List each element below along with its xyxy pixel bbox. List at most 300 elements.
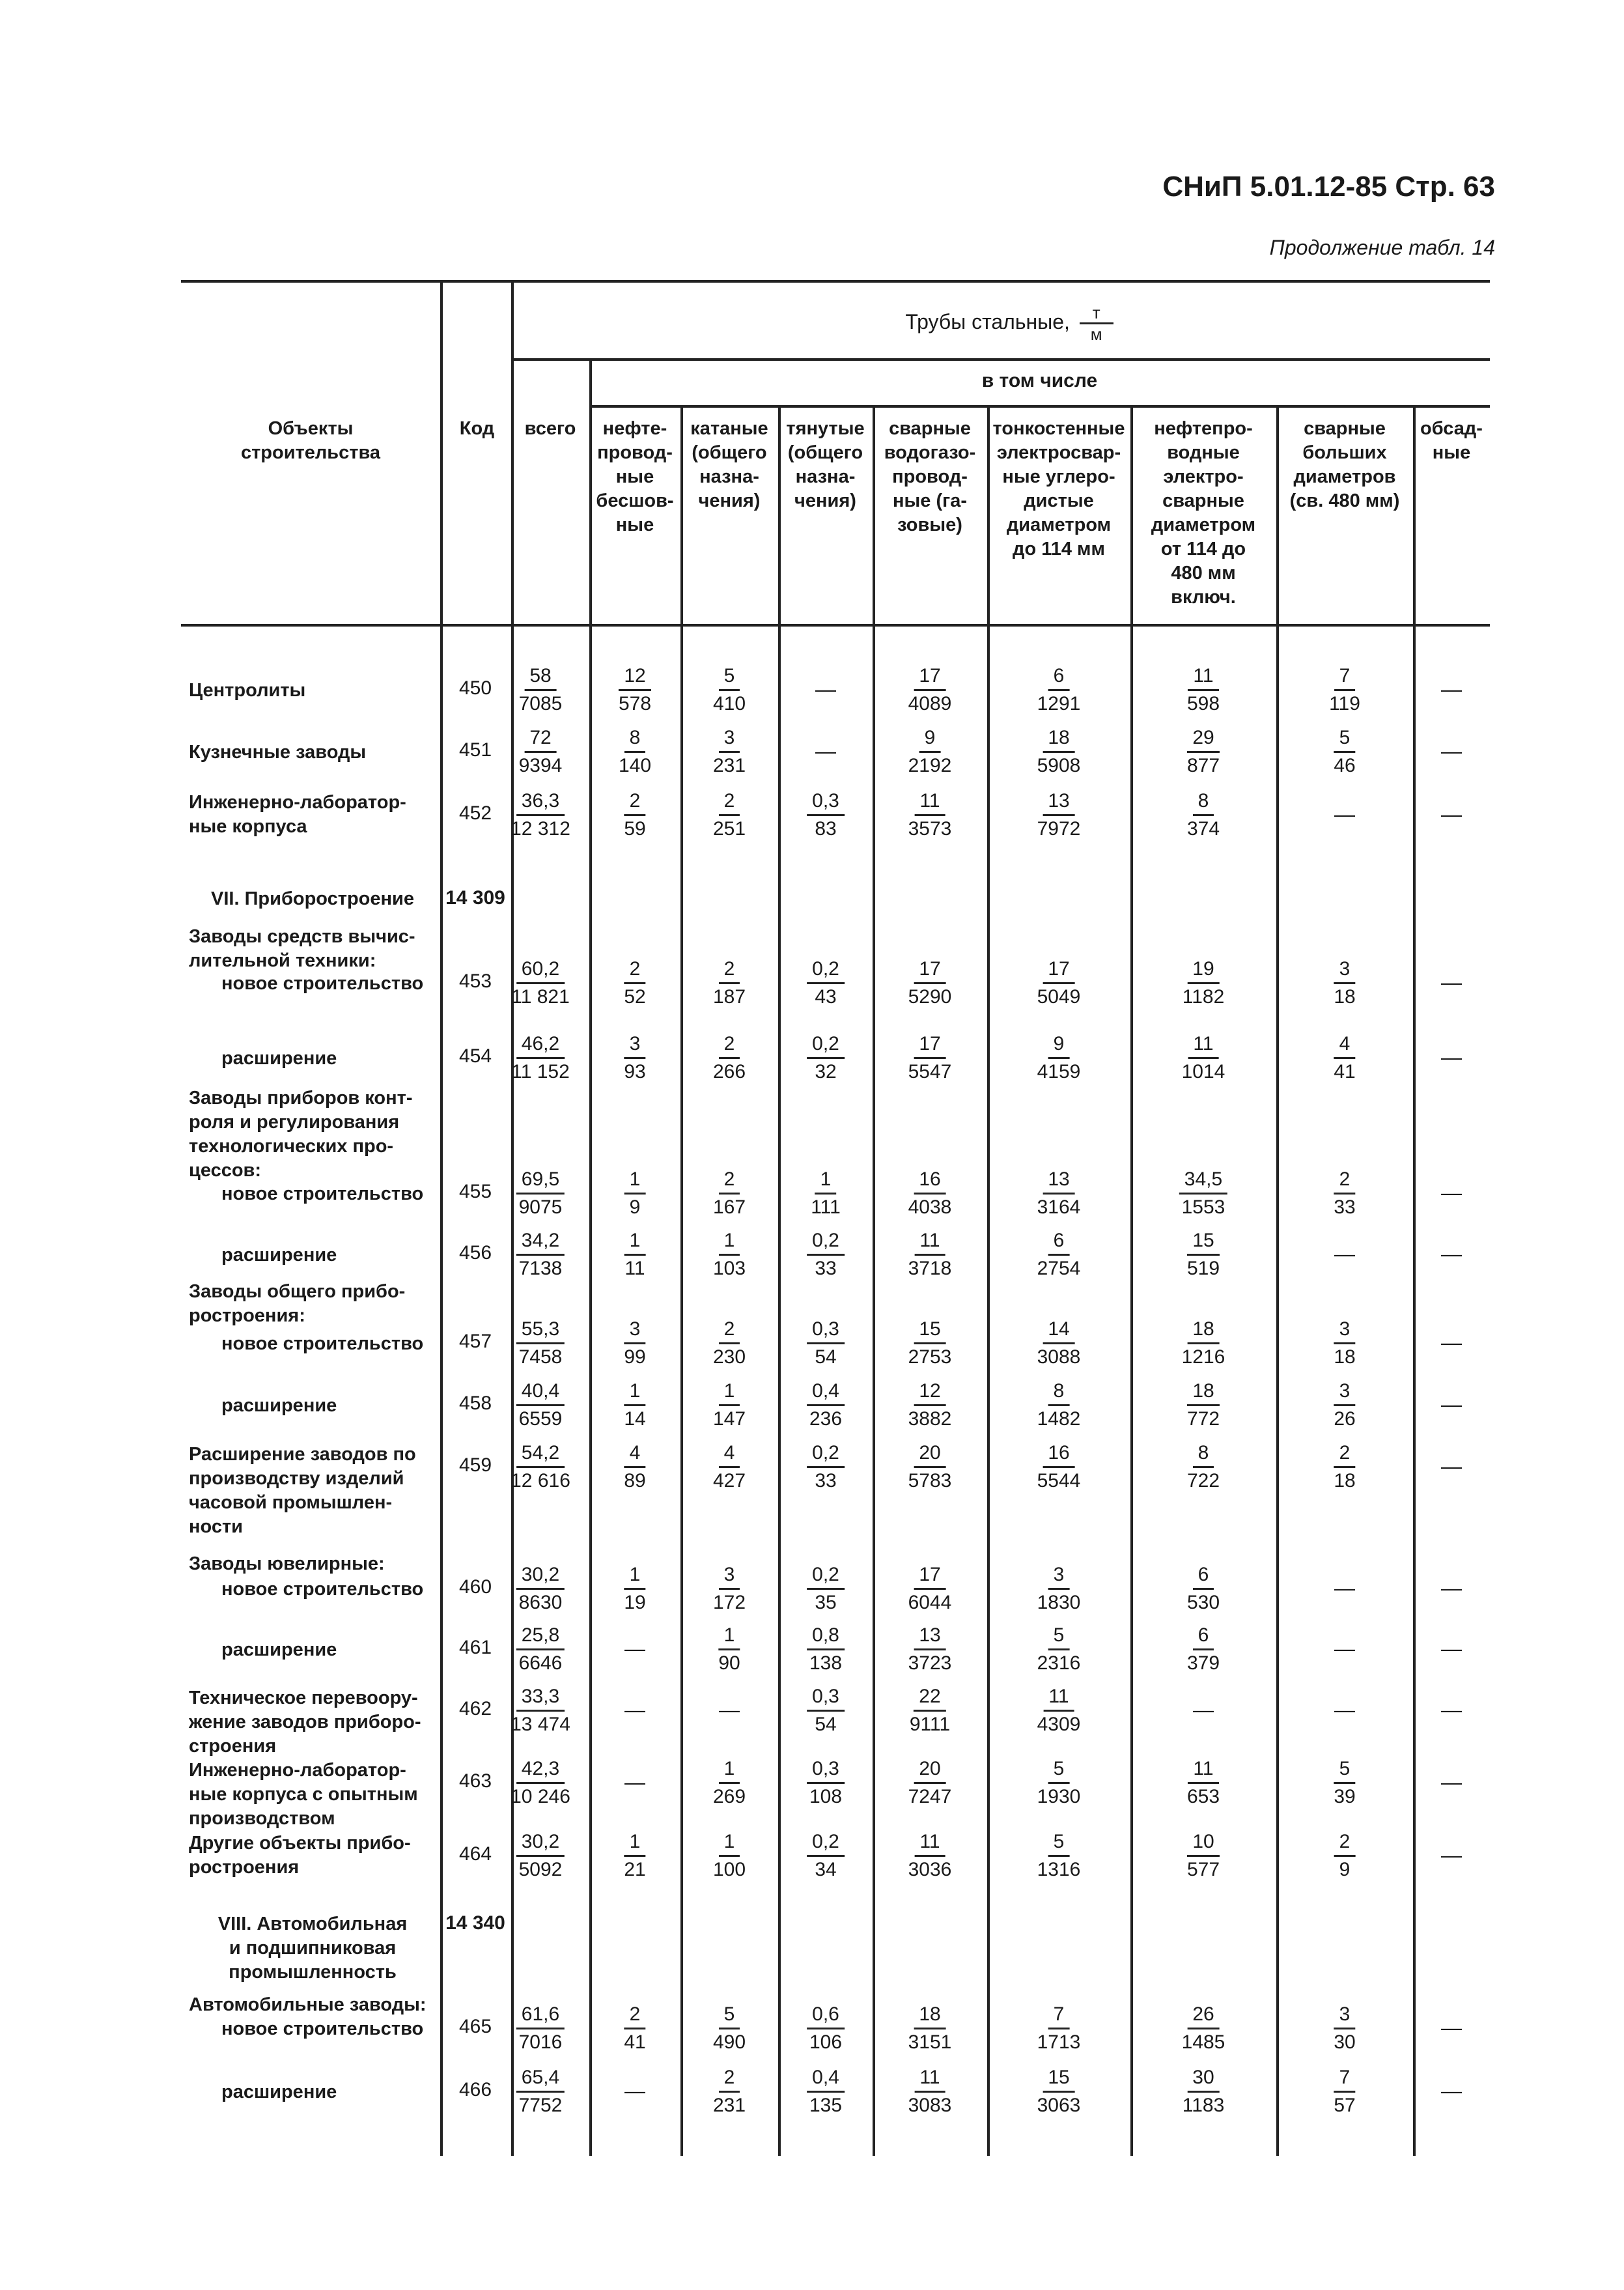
row-code: 459: [458, 1454, 492, 1476]
value-numerator: 7: [1334, 2065, 1356, 2093]
value-denominator: 4159: [1037, 1061, 1081, 1082]
value-fraction: [511, 956, 570, 1010]
value-numerator: 0,2: [807, 956, 845, 984]
value-denominator: 3164: [1037, 1196, 1081, 1218]
row-code: 455: [458, 1181, 492, 1202]
value-numerator: 1: [624, 1228, 646, 1256]
header-code: Код: [459, 418, 495, 439]
value-fraction: [1187, 725, 1220, 779]
value-fraction: [713, 1440, 746, 1494]
value-denominator: 231: [712, 755, 746, 776]
value-numerator: 18: [1043, 725, 1074, 753]
value-numerator: 5: [1048, 1829, 1070, 1857]
value-numerator: 8: [624, 725, 646, 753]
value-fraction: [1037, 2065, 1081, 2119]
value-numerator: 1: [719, 1756, 740, 1784]
value-denominator: 11: [624, 1258, 645, 1279]
value-denominator: 379: [1186, 1652, 1220, 1674]
value-denominator: 1216: [1181, 1346, 1225, 1368]
value-numerator: 8: [1193, 788, 1214, 816]
value-numerator: 11: [1188, 663, 1218, 691]
value-dash: —: [1334, 1576, 1355, 1600]
col-header: нефтепро- водные электро- сварные диаметром от 114 до 480 мм включ.: [1151, 418, 1256, 608]
value-fraction: [516, 1316, 565, 1370]
value-fraction: [1182, 1316, 1225, 1370]
header-objects: Объекты строительства: [240, 418, 381, 463]
value-fraction: [713, 1829, 746, 1883]
value-numerator: 1: [719, 1622, 740, 1650]
col-header: тонкостенные электросвар- ные углеро- дистые диаметром до 114 мм: [992, 418, 1125, 559]
value-denominator: 7458: [518, 1346, 563, 1368]
value-denominator: 3088: [1037, 1346, 1081, 1368]
value-dash: —: [1441, 1637, 1462, 1660]
value-fraction: [624, 1829, 645, 1883]
value-denominator: 135: [809, 2095, 843, 2116]
value-numerator: 25,8: [516, 1622, 565, 1650]
col-header: тянутые (общего назна- чения): [786, 418, 865, 511]
value-numerator: 18: [1187, 1378, 1219, 1406]
value-fraction: [1334, 1378, 1355, 1432]
col-rule: [1413, 405, 1416, 2156]
value-fraction: [1334, 1031, 1355, 1085]
value-numerator: 2: [719, 2065, 740, 2093]
value-fraction: [516, 2001, 565, 2056]
value-fraction: [1037, 1622, 1081, 1676]
value-fraction: [908, 1440, 952, 1494]
value-dash: —: [1441, 1576, 1462, 1600]
value-numerator: 2: [624, 956, 646, 984]
value-denominator: 1316: [1037, 1859, 1081, 1880]
value-denominator: 12 312: [511, 818, 570, 840]
value-denominator: 34: [815, 1859, 837, 1880]
row-label: Расширение заводов по производству изделий часовой промышлен- ности: [189, 1444, 416, 1537]
value-denominator: 103: [712, 1258, 746, 1279]
row-code: 457: [458, 1331, 492, 1352]
value-dash: —: [1441, 1770, 1462, 1794]
value-denominator: 2316: [1037, 1652, 1081, 1674]
row-code: 466: [458, 2079, 492, 2100]
value-numerator: 0,3: [807, 1684, 845, 1712]
value-numerator: 8: [1193, 1440, 1214, 1468]
group-label: Автомобильные заводы:: [189, 1994, 427, 2015]
value-fraction: [1334, 1829, 1356, 1883]
subhead-rule: [589, 405, 1490, 408]
value-numerator: 0,4: [807, 2065, 845, 2093]
value-denominator: 39: [1334, 1786, 1356, 1807]
incl-rule: [511, 358, 1490, 361]
section-heading: VIII. Автомобильная и подшипниковая промышленность: [217, 1914, 408, 1983]
value-denominator: 21: [624, 1859, 646, 1880]
col-header: сварные больших диаметров (св. 480 мм): [1289, 418, 1400, 511]
value-denominator: 11 152: [511, 1061, 570, 1082]
value-dash: —: [1334, 1242, 1355, 1265]
value-numerator: 4: [719, 1440, 740, 1468]
value-numerator: 6: [1193, 1562, 1214, 1590]
value-fraction: [713, 2065, 746, 2119]
value-denominator: 138: [809, 1652, 843, 1674]
value-numerator: 16: [1043, 1440, 1074, 1468]
row-code: 456: [458, 1242, 492, 1264]
value-fraction: [1037, 2001, 1081, 2056]
section-code: 14 309: [445, 887, 505, 909]
value-numerator: 15: [1043, 2065, 1074, 2093]
row-label: Кузнечные заводы: [189, 742, 367, 763]
value-denominator: 5092: [518, 1859, 563, 1880]
value-numerator: 1: [719, 1228, 740, 1256]
value-denominator: 14: [624, 1408, 646, 1430]
value-fraction: [511, 1684, 570, 1738]
section-heading: VII. Приборостроение: [211, 888, 414, 909]
value-fraction: [1334, 1166, 1355, 1221]
value-numerator: 30: [1187, 2065, 1219, 2093]
value-numerator: 5: [1334, 725, 1356, 753]
value-denominator: 1182: [1182, 986, 1225, 1008]
value-fraction: [1037, 1684, 1081, 1738]
value-fraction: [908, 1316, 952, 1370]
value-dash: —: [1441, 970, 1462, 994]
value-fraction: [908, 1378, 952, 1432]
group-label: Заводы приборов конт- роля и регулирования технологических про- цессов:: [189, 1088, 413, 1181]
value-fraction: [908, 1166, 952, 1221]
row-code: 461: [458, 1637, 492, 1658]
value-numerator: 17: [1043, 956, 1074, 984]
value-fraction: [713, 1756, 746, 1810]
value-denominator: 147: [712, 1408, 746, 1430]
value-numerator: 3: [624, 1031, 646, 1059]
col-header: катаные (общего назна- чения): [690, 418, 768, 511]
value-numerator: 7: [1334, 663, 1356, 691]
value-fraction: [807, 1562, 845, 1616]
value-fraction: [807, 1440, 845, 1494]
value-denominator: 1713: [1037, 2031, 1081, 2053]
value-dash: —: [1441, 1181, 1462, 1204]
value-denominator: 4089: [908, 693, 952, 714]
value-dash: —: [1334, 1698, 1355, 1721]
value-denominator: 3036: [908, 1859, 952, 1880]
value-numerator: 7: [1048, 2001, 1070, 2029]
value-fraction: [807, 2065, 845, 2119]
row-code: 451: [458, 739, 492, 761]
value-denominator: 52: [624, 986, 646, 1008]
value-dash: —: [1441, 802, 1462, 826]
row-label: Техническое перевоору- жение заводов приборо- строения: [189, 1688, 421, 1757]
row-code: 452: [458, 802, 492, 824]
value-fraction: [908, 2065, 952, 2119]
value-fraction: [718, 1622, 740, 1676]
value-fraction: [1187, 663, 1220, 717]
value-fraction: [1183, 2065, 1225, 2119]
value-numerator: 5: [1048, 1622, 1070, 1650]
value-numerator: 11: [914, 1829, 945, 1857]
value-dash: —: [624, 2079, 645, 2102]
value-fraction: [511, 1756, 570, 1810]
value-denominator: 119: [1329, 693, 1360, 714]
value-fraction: [908, 956, 952, 1010]
value-numerator: 2: [719, 1031, 740, 1059]
value-numerator: 3: [1048, 1562, 1070, 1590]
value-numerator: 0,3: [807, 788, 845, 816]
value-denominator: 1183: [1182, 2095, 1225, 2116]
row-label: новое строительство: [221, 1579, 424, 1600]
value-denominator: 5908: [1037, 755, 1081, 776]
value-fraction: [1037, 956, 1081, 1010]
value-denominator: 100: [712, 1859, 746, 1880]
value-fraction: [1334, 1440, 1355, 1494]
value-fraction: [1037, 1562, 1081, 1616]
value-numerator: 3: [624, 1316, 646, 1344]
value-numerator: 18: [914, 2001, 945, 2029]
value-dash: —: [719, 1698, 740, 1721]
group-label: Заводы ювелирные:: [189, 1553, 385, 1574]
col-rule: [873, 405, 875, 2156]
value-fraction: [807, 956, 845, 1010]
value-denominator: 5290: [908, 986, 952, 1008]
value-dash: —: [815, 677, 836, 701]
value-denominator: 3882: [908, 1408, 952, 1430]
value-fraction: [807, 788, 845, 842]
col-rule: [1130, 405, 1133, 2156]
document-header: СНиП 5.01.12-85 Стр. 63: [1162, 171, 1495, 203]
value-denominator: 877: [1186, 755, 1220, 776]
value-fraction: [713, 1316, 746, 1370]
value-numerator: 0,2: [807, 1440, 845, 1468]
value-fraction: [1334, 725, 1355, 779]
value-fraction: [807, 1622, 845, 1676]
row-code: 458: [458, 1392, 492, 1414]
value-numerator: 36,3: [516, 788, 565, 816]
value-fraction: [516, 1829, 565, 1883]
value-dash: —: [1441, 739, 1462, 763]
value-denominator: 41: [1334, 1061, 1356, 1082]
value-fraction: [1037, 1756, 1081, 1810]
value-denominator: 11 821: [511, 986, 570, 1008]
value-numerator: 0,2: [807, 1031, 845, 1059]
value-fraction: [807, 1829, 845, 1883]
value-numerator: 13: [914, 1622, 945, 1650]
value-numerator: 46,2: [516, 1031, 565, 1059]
value-numerator: 17: [914, 1031, 945, 1059]
value-numerator: 42,3: [516, 1756, 565, 1784]
value-numerator: 6: [1193, 1622, 1214, 1650]
col-header: нефте- провод- ные бесшов- ные: [596, 418, 674, 535]
value-numerator: 3: [719, 1562, 740, 1590]
value-fraction: [713, 663, 746, 717]
value-numerator: 3: [1334, 2001, 1356, 2029]
value-numerator: 0,3: [807, 1756, 845, 1784]
value-fraction: [516, 1562, 565, 1616]
value-numerator: 14: [1043, 1316, 1074, 1344]
value-fraction: [1187, 1378, 1220, 1432]
value-denominator: 3063: [1037, 2095, 1081, 2116]
group-label: Заводы общего прибо- ростроения:: [189, 1281, 406, 1326]
value-numerator: 0,3: [807, 1316, 845, 1344]
value-denominator: 111: [811, 1196, 841, 1218]
value-fraction: [624, 1440, 645, 1494]
value-numerator: 17: [914, 663, 945, 691]
value-fraction: [619, 663, 651, 717]
value-dash: —: [1441, 1698, 1462, 1721]
value-numerator: 5: [1334, 1756, 1356, 1784]
value-numerator: 34,2: [516, 1228, 565, 1256]
main-title-text: Трубы стальные,: [905, 309, 1070, 333]
value-numerator: 17: [914, 956, 945, 984]
value-denominator: 13 474: [511, 1714, 570, 1735]
value-dash: —: [624, 1637, 645, 1660]
value-dash: —: [1441, 1331, 1462, 1354]
value-denominator: 18: [1334, 1346, 1356, 1368]
value-dash: —: [1441, 1242, 1462, 1265]
value-fraction: [511, 1031, 570, 1085]
row-label: Центролиты: [189, 680, 306, 701]
value-fraction: [1179, 1166, 1227, 1221]
value-fraction: [1334, 1316, 1355, 1370]
col-header: сварные водогазо- провод- ные (га- зовые): [884, 418, 976, 535]
value-numerator: 4: [624, 1440, 646, 1468]
value-fraction: [516, 1378, 565, 1432]
value-denominator: 167: [712, 1196, 746, 1218]
value-denominator: 59: [624, 818, 646, 840]
value-denominator: 3151: [908, 2031, 952, 2053]
col-rule: [680, 405, 683, 2156]
value-numerator: 2: [1334, 1440, 1356, 1468]
value-denominator: 18: [1334, 1470, 1356, 1491]
value-denominator: 3718: [908, 1258, 952, 1279]
value-numerator: 29: [1187, 725, 1219, 753]
value-denominator: 9: [1339, 1859, 1351, 1880]
value-fraction: [624, 1316, 645, 1370]
value-denominator: 1291: [1037, 693, 1081, 714]
value-denominator: 1830: [1037, 1592, 1081, 1613]
row-label: расширение: [221, 1639, 337, 1660]
value-denominator: 4038: [908, 1196, 952, 1218]
value-fraction: [908, 1622, 952, 1676]
value-numerator: 15: [914, 1316, 945, 1344]
value-fraction: [1182, 1031, 1225, 1085]
row-label: Инженерно-лаборатор- ные корпуса с опытным производством: [189, 1760, 418, 1829]
value-denominator: 4309: [1037, 1714, 1081, 1735]
value-denominator: 5547: [908, 1061, 952, 1082]
value-fraction: [713, 725, 746, 779]
table-top-rule: [181, 280, 1490, 283]
value-numerator: 26: [1187, 2001, 1219, 2029]
value-fraction: [807, 1031, 845, 1085]
value-denominator: 41: [624, 2031, 646, 2053]
row-code: 460: [458, 1576, 492, 1598]
group-label: Заводы средств вычис- лительной техники:: [189, 926, 415, 971]
value-fraction: [807, 1684, 845, 1738]
value-fraction: [807, 1316, 845, 1370]
value-denominator: 530: [1186, 1592, 1220, 1613]
value-denominator: 3573: [908, 818, 952, 840]
main-title: [873, 303, 1146, 344]
value-denominator: 9: [629, 1196, 641, 1218]
value-denominator: 3083: [908, 2095, 952, 2116]
value-fraction: [1037, 1316, 1081, 1370]
value-denominator: 9394: [518, 755, 563, 776]
value-fraction: [1334, 956, 1355, 1010]
col-rule: [987, 405, 990, 2156]
value-fraction: [624, 1562, 645, 1616]
value-denominator: 519: [1186, 1258, 1220, 1279]
value-denominator: 99: [624, 1346, 646, 1368]
value-numerator: 55,3: [516, 1316, 565, 1344]
value-fraction: [1037, 663, 1081, 717]
value-fraction: [1187, 788, 1220, 842]
value-denominator: 6559: [518, 1408, 563, 1430]
value-fraction: [1183, 956, 1225, 1010]
value-numerator: 11: [1043, 1684, 1074, 1712]
value-fraction: [1037, 1440, 1081, 1494]
value-fraction: [511, 788, 570, 842]
value-numerator: 40,4: [516, 1378, 565, 1406]
value-numerator: 11: [914, 788, 945, 816]
unit-numerator: т: [1080, 303, 1113, 324]
value-numerator: 20: [914, 1440, 945, 1468]
col-rule: [778, 405, 781, 2156]
value-denominator: 251: [712, 818, 746, 840]
value-numerator: 58: [524, 663, 556, 691]
value-fraction: [1187, 1622, 1220, 1676]
value-denominator: 1014: [1181, 1061, 1225, 1082]
value-numerator: 3: [1334, 1316, 1356, 1344]
value-denominator: 43: [815, 986, 837, 1008]
row-code: 464: [458, 1843, 492, 1865]
value-dash: —: [1441, 1045, 1462, 1069]
value-numerator: 1: [624, 1166, 646, 1194]
value-denominator: 598: [1186, 693, 1220, 714]
value-denominator: 5049: [1037, 986, 1081, 1008]
value-fraction: [1182, 2001, 1225, 2056]
value-fraction: [908, 1228, 952, 1282]
value-fraction: [1037, 1378, 1081, 1432]
value-numerator: 0,2: [807, 1228, 845, 1256]
value-fraction: [807, 1756, 845, 1810]
value-numerator: 16: [914, 1166, 945, 1194]
value-denominator: 653: [1186, 1786, 1220, 1807]
value-denominator: 410: [712, 693, 746, 714]
value-numerator: 5: [719, 2001, 740, 2029]
value-fraction: [1334, 1756, 1355, 1810]
continuation-note: Продолжение табл. 14: [1269, 236, 1495, 259]
value-numerator: 0,2: [807, 1562, 845, 1590]
value-dash: —: [1441, 1454, 1462, 1478]
value-denominator: 5544: [1037, 1470, 1081, 1491]
value-fraction: [908, 725, 952, 779]
value-fraction: [908, 788, 952, 842]
value-numerator: 11: [1188, 1031, 1218, 1059]
value-denominator: 578: [618, 693, 652, 714]
value-fraction: [1187, 1829, 1220, 1883]
value-fraction: [807, 1378, 845, 1432]
value-denominator: 231: [712, 2095, 746, 2116]
value-numerator: 5: [719, 663, 740, 691]
value-fraction: [1187, 1228, 1220, 1282]
value-numerator: 4: [1334, 1031, 1356, 1059]
value-fraction: [516, 2065, 565, 2119]
value-fraction: [519, 663, 563, 717]
value-numerator: 30,2: [516, 1829, 565, 1857]
value-numerator: 18: [1187, 1316, 1219, 1344]
value-denominator: 83: [815, 818, 837, 840]
col-rule: [511, 280, 514, 2156]
value-fraction: [619, 725, 651, 779]
value-denominator: 187: [712, 986, 746, 1008]
value-fraction: [1187, 1440, 1220, 1494]
value-fraction: [516, 1166, 565, 1221]
value-denominator: 374: [1186, 818, 1220, 840]
value-denominator: 269: [712, 1786, 746, 1807]
value-denominator: 106: [809, 2031, 843, 2053]
